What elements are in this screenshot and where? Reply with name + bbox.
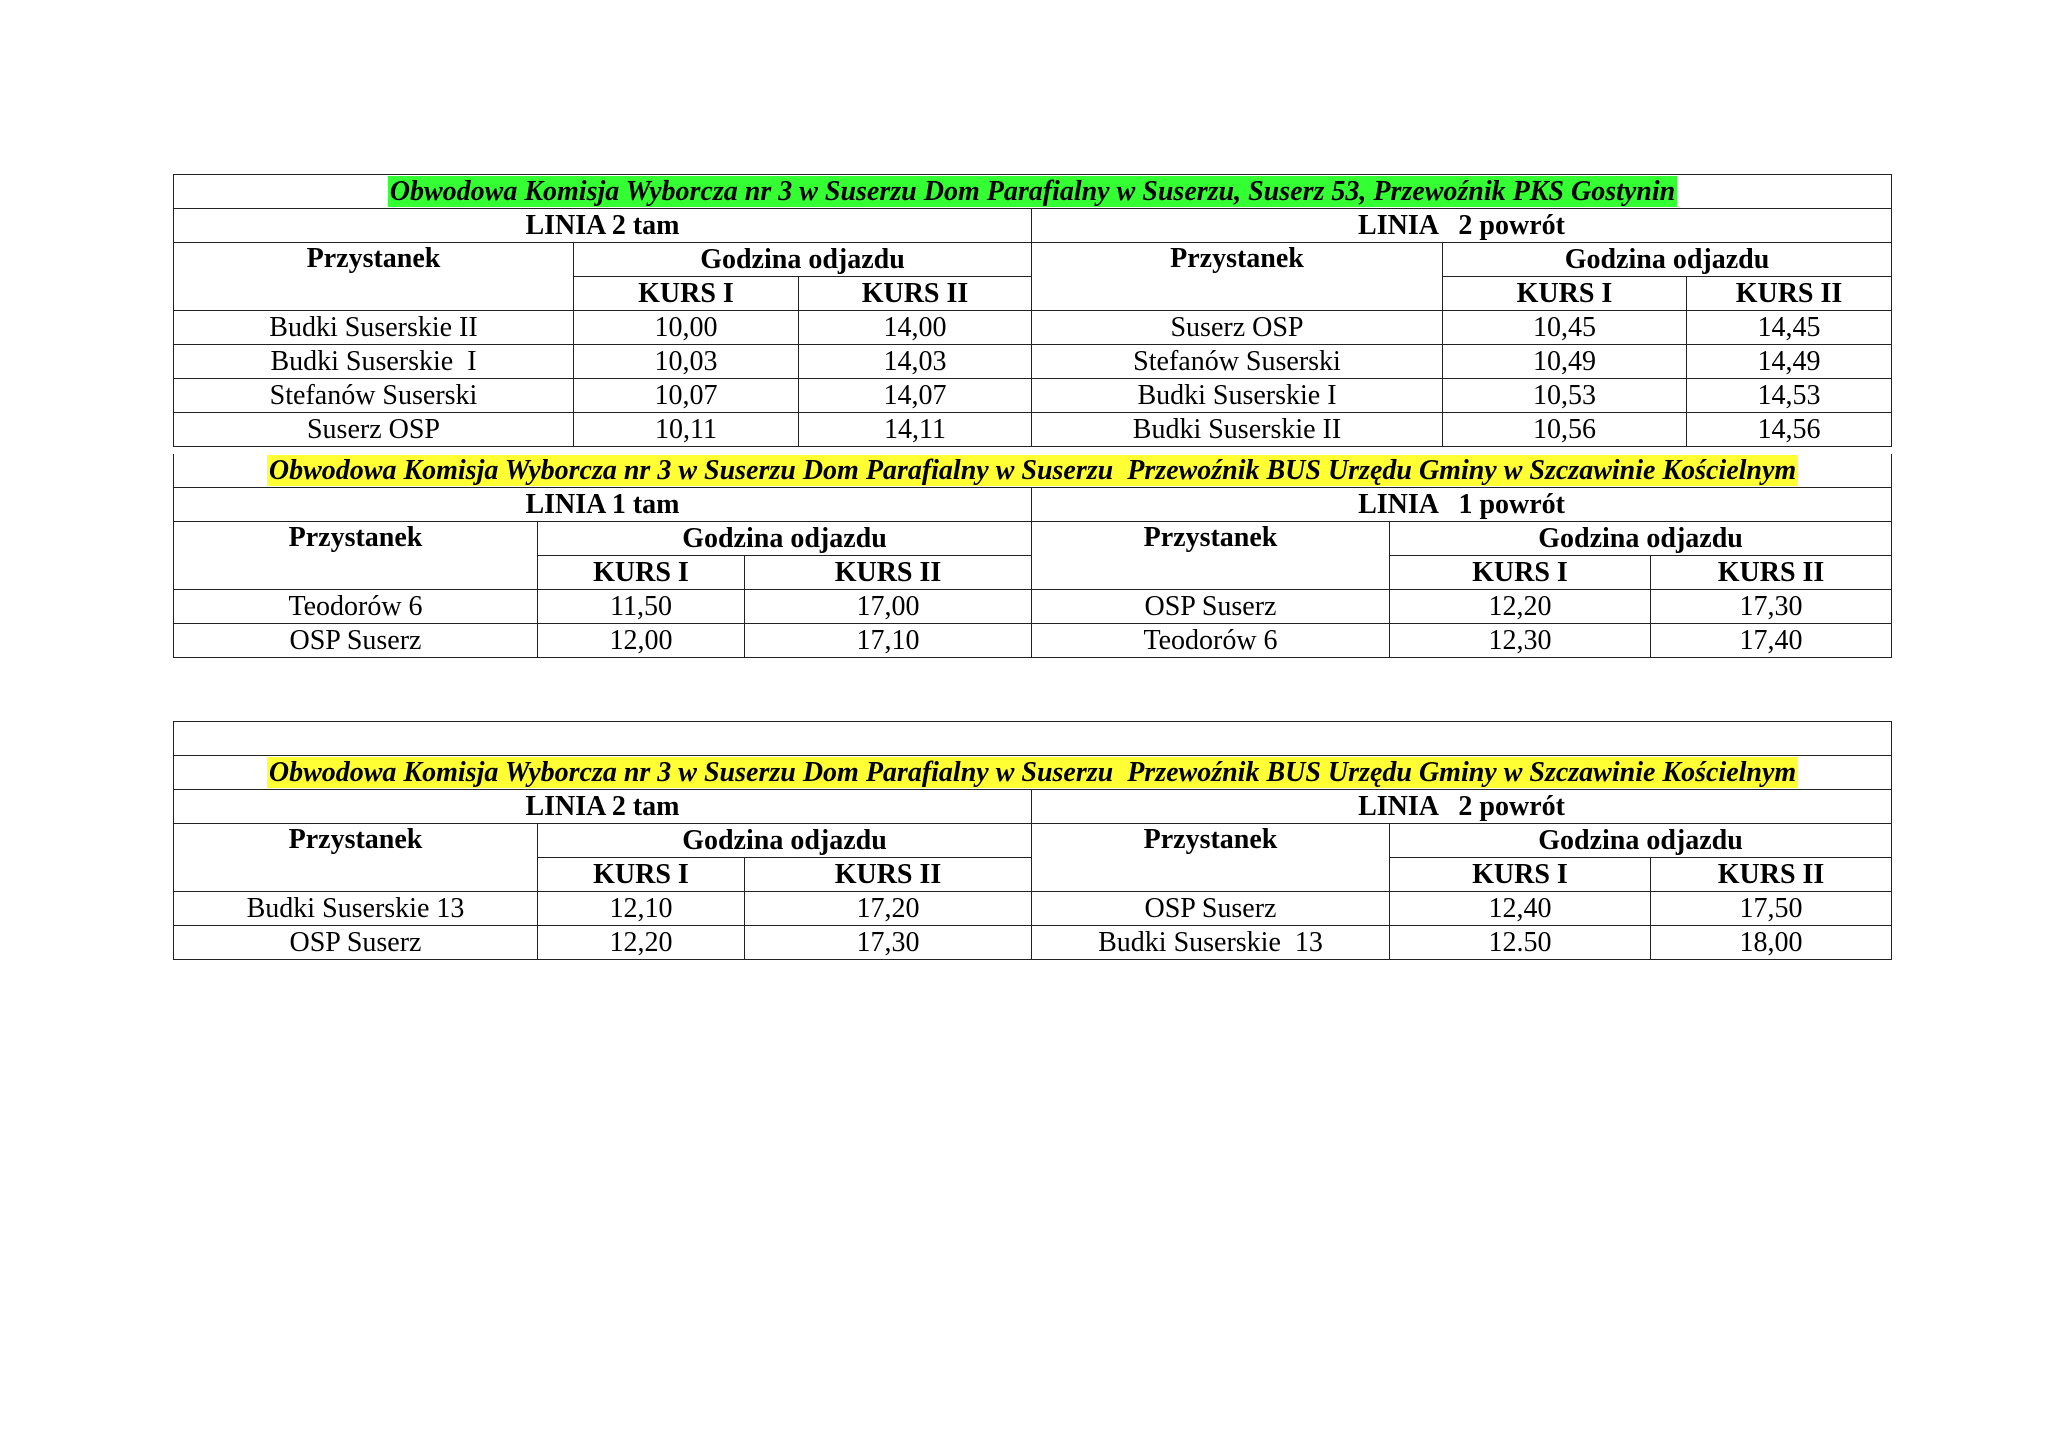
line-row [174, 209, 1892, 243]
header-row [174, 522, 1892, 556]
course-1-header: KURS I [574, 277, 799, 311]
time-header: Godzina odjazdu [1390, 522, 1892, 556]
stop-header: Przystanek [1032, 243, 1443, 311]
stop-cell: OSP Suserz [1032, 892, 1390, 926]
timetable-1 [173, 174, 1892, 447]
stop-cell: Budki Suserskie 13 [174, 892, 538, 926]
stop-header: Przystanek [1032, 522, 1390, 590]
course-1-header: KURS I [538, 556, 745, 590]
time-cell: 10,49 [1443, 345, 1687, 379]
time-header: Godzina odjazdu [1443, 243, 1892, 277]
time-cell: 10,53 [1443, 379, 1687, 413]
line-label-left: LINIA 2 tam [174, 790, 1032, 824]
section-title: Obwodowa Komisja Wyborcza nr 3 w Suserzu Dom Parafialny w Suserzu, Suserz 53, Przewoźnik PKS Gostynin [389, 175, 1676, 207]
time-cell: 12,30 [1390, 624, 1651, 658]
time-cell: 17,30 [1651, 590, 1892, 624]
time-cell: 14,07 [799, 379, 1032, 413]
time-cell: 17,00 [745, 590, 1032, 624]
stop-cell: Teodorów 6 [174, 590, 538, 624]
stop-cell: OSP Suserz [174, 926, 538, 960]
course-1-header: KURS I [1443, 277, 1687, 311]
time-cell: 17,50 [1651, 892, 1892, 926]
time-cell: 11,50 [538, 590, 745, 624]
course-1-header: KURS I [538, 858, 745, 892]
stop-cell: Budki Suserskie II [174, 311, 574, 345]
time-cell: 12.50 [1390, 926, 1651, 960]
time-cell: 12,10 [538, 892, 745, 926]
timetable-1-section-2 [173, 454, 1892, 658]
table-row [174, 926, 1892, 960]
course-2-header: KURS II [1651, 858, 1892, 892]
header-row [174, 824, 1892, 858]
stop-header: Przystanek [174, 824, 538, 892]
time-cell: 12,20 [1390, 590, 1651, 624]
time-cell: 14,49 [1687, 345, 1892, 379]
table-row [174, 311, 1892, 345]
course-2-header: KURS II [745, 858, 1032, 892]
line-label-left: LINIA 2 tam [174, 209, 1032, 243]
time-cell: 12,40 [1390, 892, 1651, 926]
time-cell: 10,03 [574, 345, 799, 379]
time-cell: 12,00 [538, 624, 745, 658]
course-2-header: KURS II [1687, 277, 1892, 311]
time-cell: 14,45 [1687, 311, 1892, 345]
stop-cell: Budki Suserskie 13 [1032, 926, 1390, 960]
stop-cell: Suserz OSP [174, 413, 574, 447]
line-label-right: LINIA 2 powrót [1032, 209, 1892, 243]
blank-row [174, 722, 1892, 756]
stop-cell: Stefanów Suserski [174, 379, 574, 413]
time-header: Godzina odjazdu [574, 243, 1032, 277]
table-row [174, 590, 1892, 624]
course-2-header: KURS II [745, 556, 1032, 590]
stop-header: Przystanek [1032, 824, 1390, 892]
course-1-header: KURS I [1390, 858, 1651, 892]
table-row [174, 379, 1892, 413]
line-label-right: LINIA 2 powrót [1032, 790, 1892, 824]
time-cell: 10,07 [574, 379, 799, 413]
line-label-right: LINIA 1 powrót [1032, 488, 1892, 522]
time-cell: 12,20 [538, 926, 745, 960]
section-title-row [174, 175, 1892, 209]
stop-cell: OSP Suserz [174, 624, 538, 658]
stop-cell: OSP Suserz [1032, 590, 1390, 624]
stop-cell: Stefanów Suserski [1032, 345, 1443, 379]
line-row [174, 488, 1892, 522]
time-cell: 17,20 [745, 892, 1032, 926]
time-cell: 14,56 [1687, 413, 1892, 447]
stop-cell: Suserz OSP [1032, 311, 1443, 345]
stop-header: Przystanek [174, 522, 538, 590]
time-header: Godzina odjazdu [538, 824, 1032, 858]
time-cell: 10,11 [574, 413, 799, 447]
table-row [174, 624, 1892, 658]
time-header: Godzina odjazdu [1390, 824, 1892, 858]
timetable-2 [173, 721, 1892, 960]
time-cell: 10,45 [1443, 311, 1687, 345]
time-cell: 17,40 [1651, 624, 1892, 658]
time-cell: 18,00 [1651, 926, 1892, 960]
time-cell: 10,56 [1443, 413, 1687, 447]
table-row [174, 413, 1892, 447]
time-cell: 14,03 [799, 345, 1032, 379]
table-row [174, 345, 1892, 379]
line-label-left: LINIA 1 tam [174, 488, 1032, 522]
table-row [174, 892, 1892, 926]
section-title: Obwodowa Komisja Wyborcza nr 3 w Suserzu Dom Parafialny w Suserzu Przewoźnik BUS Urzędu Gminy w Szczawinie Kościelnym [268, 756, 1797, 788]
line-row [174, 790, 1892, 824]
time-cell: 17,10 [745, 624, 1032, 658]
section-title-row [174, 756, 1892, 790]
time-cell: 17,30 [745, 926, 1032, 960]
time-cell: 14,11 [799, 413, 1032, 447]
time-cell: 14,00 [799, 311, 1032, 345]
stop-cell: Teodorów 6 [1032, 624, 1390, 658]
time-cell: 14,53 [1687, 379, 1892, 413]
stop-cell: Budki Suserskie I [174, 345, 574, 379]
time-cell: 10,00 [574, 311, 799, 345]
stop-cell: Budki Suserskie I [1032, 379, 1443, 413]
course-1-header: KURS I [1390, 556, 1651, 590]
time-header: Godzina odjazdu [538, 522, 1032, 556]
course-2-header: KURS II [1651, 556, 1892, 590]
course-2-header: KURS II [799, 277, 1032, 311]
section-title: Obwodowa Komisja Wyborcza nr 3 w Suserzu Dom Parafialny w Suserzu Przewoźnik BUS Urzędu Gminy w Szczawinie Kościelnym [268, 454, 1797, 486]
stop-header: Przystanek [174, 243, 574, 311]
header-row [174, 243, 1892, 277]
stop-cell: Budki Suserskie II [1032, 413, 1443, 447]
section-title-row [174, 454, 1892, 488]
